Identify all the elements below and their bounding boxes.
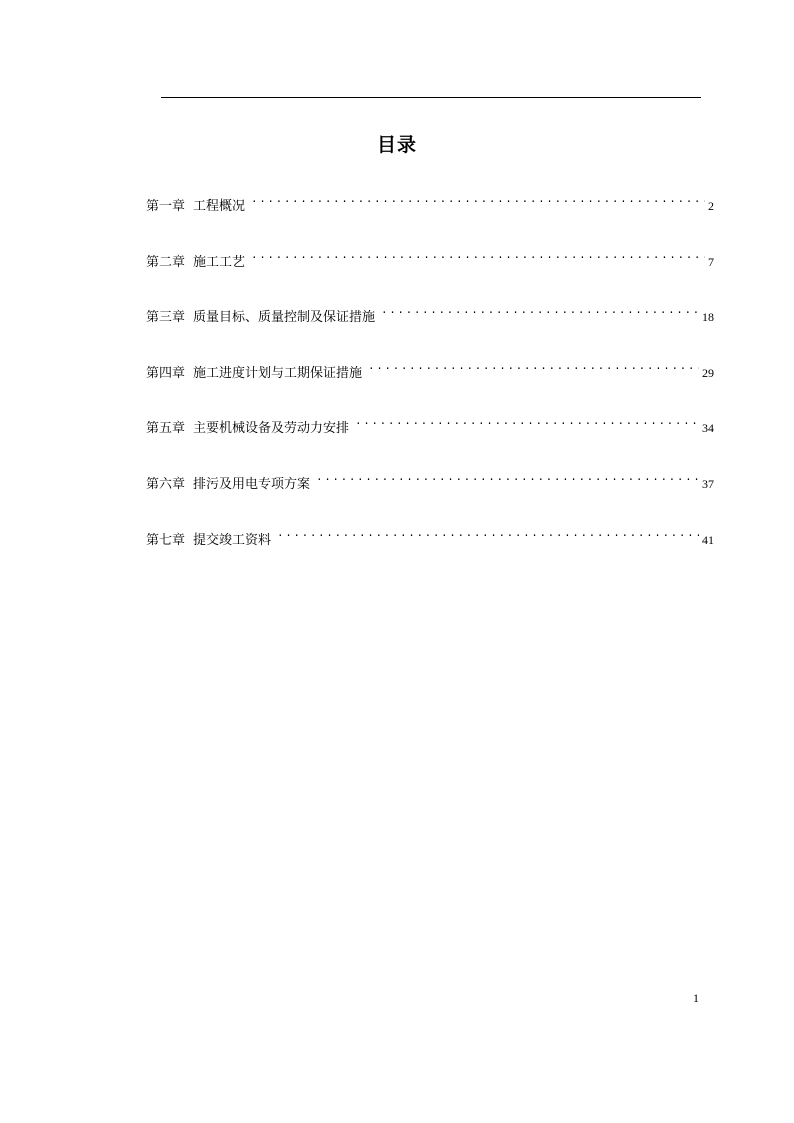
page-title: 目录 xyxy=(376,134,417,156)
toc-page-number: 34 xyxy=(702,421,714,436)
table-of-contents xyxy=(146,190,714,579)
toc-dot-leader xyxy=(368,357,699,377)
toc-dot-leader xyxy=(316,468,699,488)
toc-entry[interactable] xyxy=(146,524,714,580)
toc-chapter-number: 第四章 xyxy=(146,365,186,381)
toc-dot-leader xyxy=(355,412,699,432)
toc-page-number: 18 xyxy=(702,310,714,325)
toc-entry[interactable] xyxy=(146,357,714,413)
toc-chapter-title: 主要机械设备及劳动力安排 xyxy=(193,421,350,437)
toc-chapter-number: 第五章 xyxy=(146,421,186,437)
toc-entry[interactable] xyxy=(146,246,714,302)
toc-dot-leader xyxy=(277,524,699,544)
toc-chapter-number: 第一章 xyxy=(146,199,186,214)
toc-chapter-number: 第二章 xyxy=(146,254,186,270)
toc-chapter-number: 第六章 xyxy=(146,476,186,492)
toc-chapter-title: 提交竣工资料 xyxy=(193,532,272,548)
toc-dot-leader xyxy=(251,190,705,210)
toc-page-number: 7 xyxy=(708,254,714,269)
toc-entry[interactable] xyxy=(146,190,714,246)
toc-entry[interactable] xyxy=(146,468,714,524)
toc-chapter-number: 第七章 xyxy=(146,532,186,548)
toc-page-number: 29 xyxy=(702,365,714,380)
header-rule xyxy=(161,97,701,98)
toc-chapter-title: 施工工艺 xyxy=(193,254,246,270)
toc-dot-leader xyxy=(251,246,705,266)
toc-entry[interactable] xyxy=(146,412,714,468)
toc-page-number: 2 xyxy=(708,199,714,213)
footer-page-number: 1 xyxy=(693,991,699,1005)
toc-chapter-title: 质量目标、质量控制及保证措施 xyxy=(193,310,376,326)
toc-chapter-title: 工程概况 xyxy=(193,199,246,214)
toc-chapter-title: 排污及用电专项方案 xyxy=(193,476,311,492)
toc-page-number: 37 xyxy=(702,476,714,491)
toc-chapter-number: 第三章 xyxy=(146,310,186,326)
toc-entry[interactable] xyxy=(146,301,714,357)
toc-dot-leader xyxy=(381,301,699,321)
toc-page-number: 41 xyxy=(702,532,714,547)
toc-chapter-title: 施工进度计划与工期保证措施 xyxy=(193,365,363,381)
